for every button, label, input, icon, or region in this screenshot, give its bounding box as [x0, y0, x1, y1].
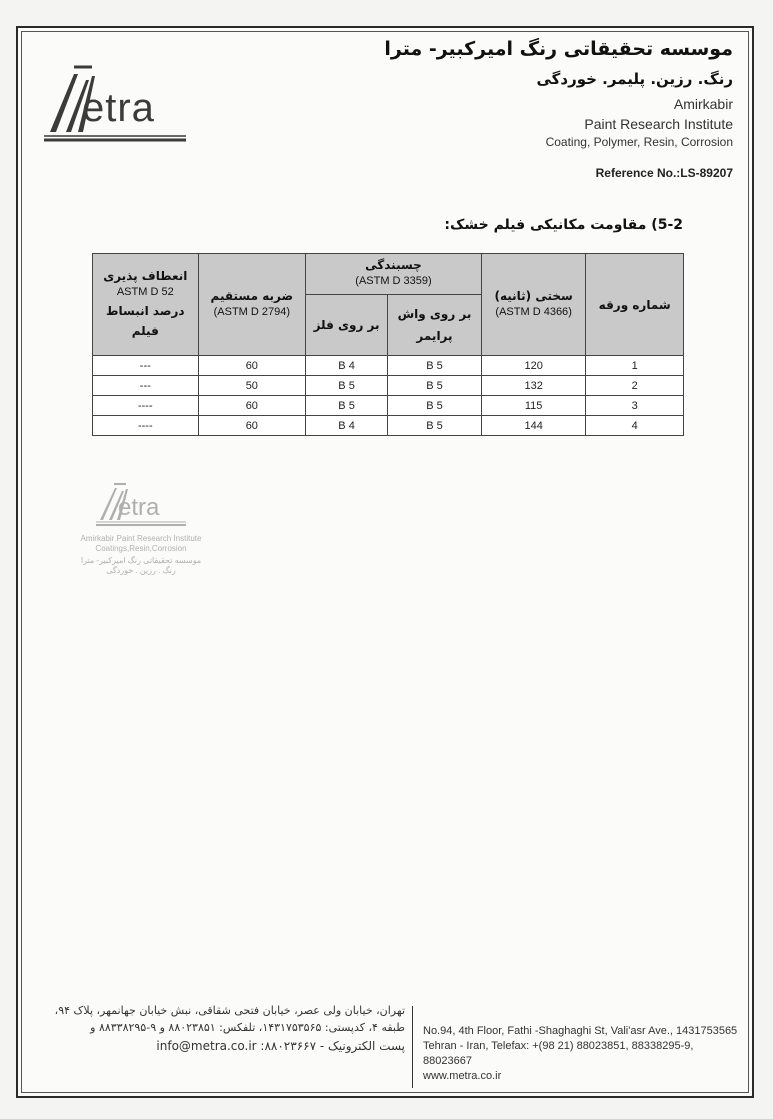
metra-logo — [44, 64, 190, 144]
cell-adhesion-wash: 5 B — [388, 376, 482, 396]
cell-adhesion-metal: 5 B — [306, 376, 388, 396]
section-title: 5-2) مقاومت مکانیکی فیلم خشک: — [444, 217, 683, 233]
header-adhesion-metal: بر روی فلز — [306, 295, 388, 356]
cell-flex: --- — [93, 356, 199, 376]
cell-impact: 60 — [198, 416, 306, 436]
header-adhesion: چسبندگی (ASTM D 3359) — [306, 254, 482, 295]
watermark-line2: Coatings,Resin,Corrosion — [95, 544, 187, 553]
institute-name-fa: موسسه تحقیقاتی رنگ امیرکبیر- مترا — [384, 38, 733, 60]
header-impact: ضربه مستقیم (ASTM D 2794) — [198, 254, 306, 356]
header-flexibility: انعطاف پذیری ASTM D 52 درصد انبساط فیلم — [93, 254, 199, 356]
footer-email-fa: info@metra.co.ir :پست الکترونیک - ۸۸۰۲۳۶۶۷ — [156, 1039, 405, 1053]
cell-hardness: 115 — [481, 396, 585, 416]
cell-adhesion-metal: 4 B — [306, 416, 388, 436]
watermark-wordmark: etra — [118, 494, 160, 521]
reference-number: Reference No.:LS-89207 — [595, 166, 733, 180]
results-table — [92, 253, 684, 436]
cell-sheet: 4 — [586, 416, 684, 436]
table-row — [93, 376, 684, 396]
footer-address-en-line3: 88023667 — [423, 1055, 472, 1067]
header-adhesion-wash-primer: بر روی واش پرایمر — [388, 295, 482, 356]
footer-address-fa-line1: تهران، خیابان ولی عصر، خیابان فتحی شقاقی، نبش خیابان جهانمهر، پلاک ۹۴، — [54, 1004, 405, 1017]
footer-divider — [412, 1006, 413, 1088]
cell-adhesion-wash: 5 B — [388, 396, 482, 416]
table-header-row — [93, 254, 684, 295]
cell-hardness: 132 — [481, 376, 585, 396]
cell-hardness: 120 — [481, 356, 585, 376]
watermark-stamp — [66, 482, 216, 592]
cell-sheet: 3 — [586, 396, 684, 416]
institute-name-en-line1: Amirkabir — [673, 96, 733, 112]
institute-subtitle-fa: رنگ. رزین. پلیمر. خوردگی — [536, 70, 733, 88]
cell-flex: ---- — [93, 416, 199, 436]
watermark-line3: موسسه تحقیقاتی رنگ امیرکبیر- مترا — [80, 556, 202, 565]
watermark-line1: Amirkabir Paint Research Institute — [80, 534, 202, 543]
cell-sheet: 1 — [586, 356, 684, 376]
cell-hardness: 144 — [481, 416, 585, 436]
institute-tagline-en: Coating, Polymer, Resin, Corrosion — [545, 135, 733, 149]
cell-flex: --- — [93, 376, 199, 396]
footer-address-en — [423, 1024, 753, 1084]
cell-impact: 50 — [198, 376, 306, 396]
table-row — [93, 396, 684, 416]
cell-sheet: 2 — [586, 376, 684, 396]
header-sheet-no: شماره ورقه — [586, 254, 684, 356]
cell-adhesion-metal: 4 B — [306, 356, 388, 376]
cell-impact: 60 — [198, 396, 306, 416]
watermark-line4: رنگ . رزین . خوردگی — [106, 566, 176, 575]
institute-name-en-line2: Paint Research Institute — [584, 116, 733, 132]
table-row — [93, 416, 684, 436]
cell-impact: 60 — [198, 356, 306, 376]
footer-address-en-line2: Tehran - Iran, Telefax: +(98 21) 88023851, 88338295-9, — [423, 1040, 694, 1052]
footer-website-link[interactable]: www.metra.co.ir — [423, 1070, 502, 1082]
header-hardness: سختی (ثانیه) (ASTM D 4366) — [481, 254, 585, 356]
table-row — [93, 356, 684, 376]
watermark-logo — [96, 482, 188, 528]
cell-flex: ---- — [93, 396, 199, 416]
cell-adhesion-metal: 5 B — [306, 396, 388, 416]
cell-adhesion-wash: 5 B — [388, 416, 482, 436]
footer-address-fa-line2: طبقه ۴، کدپستی: ۱۴۳۱۷۵۳۵۶۵، تلفکس: ۸۸۰۲۳۸۵۱ و ۹-۸۸۳۳۸۲۹۵ و — [90, 1021, 405, 1034]
logo-wordmark: etra — [82, 86, 155, 130]
footer-address-en-line1: No.94, 4th Floor, Fathi -Shaghaghi St, Vali'asr Ave., 1431753565 — [423, 1025, 738, 1037]
cell-adhesion-wash: 5 B — [388, 356, 482, 376]
